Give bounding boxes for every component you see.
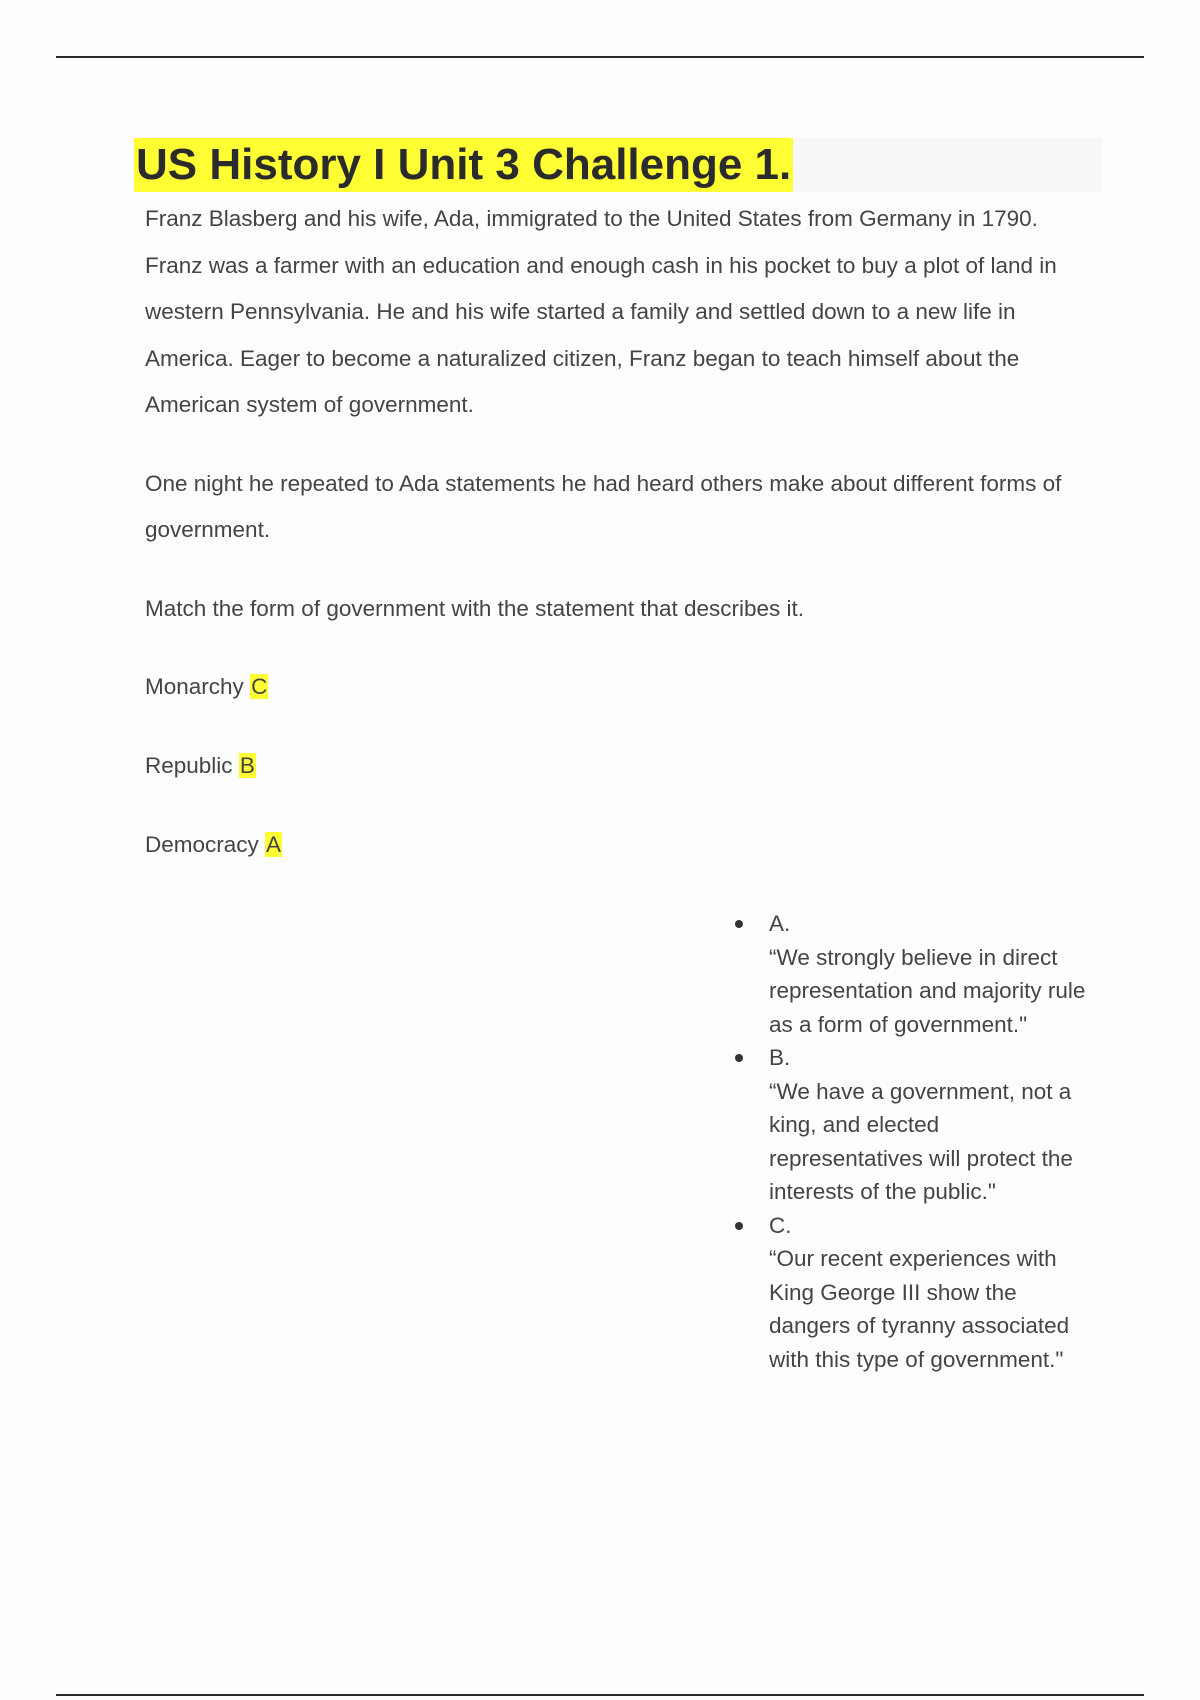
option-letter: B. xyxy=(769,1045,791,1070)
match-answer: A xyxy=(266,832,282,857)
match-label: Monarchy xyxy=(145,674,244,699)
option-text: “Our recent experiences with King George III show the dangers of tyranny associated with this type of government." xyxy=(769,1246,1070,1372)
match-answer: C xyxy=(251,674,268,699)
answer-options-list xyxy=(735,907,1095,1376)
bullet-icon xyxy=(735,1222,743,1230)
match-answer: B xyxy=(239,753,255,778)
page-title: US History I Unit 3 Challenge 1. xyxy=(134,138,793,192)
option-a xyxy=(735,907,1095,1041)
top-rule xyxy=(56,56,1144,58)
option-text: “We have a government, not a king, and elected representatives will protect the interests of the public." xyxy=(769,1078,1073,1204)
match-label: Republic xyxy=(145,753,233,778)
question-body xyxy=(145,196,1095,868)
option-c xyxy=(735,1209,1095,1377)
bullet-icon xyxy=(735,920,743,928)
context-paragraph: One night he repeated to Ada statements he had heard others make about different forms of government. xyxy=(145,470,1062,542)
bullet-icon xyxy=(735,1054,743,1062)
match-row-republic xyxy=(145,743,1095,789)
bottom-rule xyxy=(56,1694,1144,1696)
intro-paragraph: Franz Blasberg and his wife, Ada, immigrated to the United States from Germany in 1790. Franz was a farmer with an education and enough cash in his pocket to buy a plot of land in western Pennsylvania. He and his wife started a family and settled down to a new life in America. Eager to become a naturalized citizen, Franz began to teach himself about the American system of government. xyxy=(145,206,1057,417)
option-b xyxy=(735,1041,1095,1209)
option-letter: C. xyxy=(769,1212,792,1238)
instruction-paragraph: Match the form of government with the statement that describes it. xyxy=(145,595,805,621)
match-label: Democracy xyxy=(145,832,259,857)
match-row-democracy xyxy=(145,822,1095,868)
match-row-monarchy xyxy=(145,664,1095,710)
option-text: “We strongly believe in direct representation and majority rule as a form of government." xyxy=(769,944,1086,1037)
option-letter: A. xyxy=(769,911,791,936)
